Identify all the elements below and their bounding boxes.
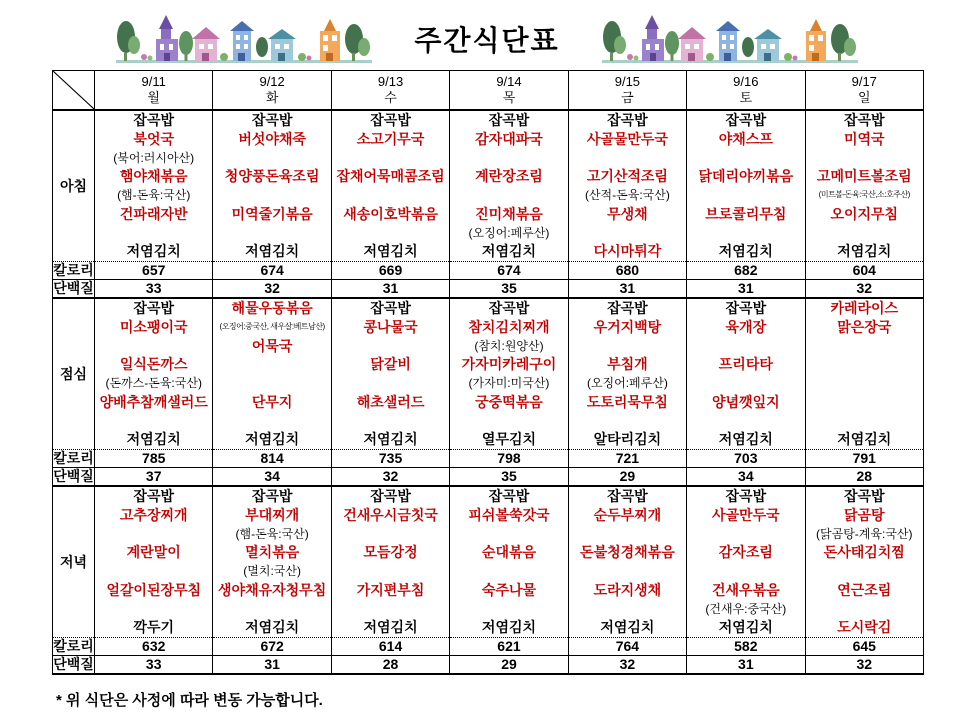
calories-row-breakfast bbox=[53, 262, 924, 280]
menu-item-line bbox=[687, 224, 804, 243]
menu-item-line: 미소팽이국 bbox=[119, 318, 188, 335]
calories-value: 621 bbox=[450, 638, 568, 656]
menu-item-line: 북엇국 bbox=[133, 130, 174, 147]
menu-item-line: (참치:원양산) bbox=[474, 338, 544, 353]
menu-item-line: 계란장조림 bbox=[475, 168, 543, 185]
day-header-cell bbox=[687, 71, 805, 111]
menu-item-line: 건파래자반 bbox=[119, 205, 188, 222]
menu-item-line bbox=[213, 355, 330, 374]
calories-value: 614 bbox=[331, 638, 449, 656]
menu-item-line bbox=[569, 562, 686, 581]
menu-item-line: 저염김치 bbox=[363, 243, 418, 260]
menu-item-line: (가자미:미국산) bbox=[468, 376, 550, 390]
menu-item-line: 고메미트볼조림 bbox=[816, 168, 912, 185]
menu-item-line: 저염김치 bbox=[718, 619, 773, 636]
menu-item-line bbox=[806, 393, 923, 412]
meal-row-dinner bbox=[53, 486, 924, 638]
menu-item-line bbox=[806, 374, 923, 393]
menu-item-line: 잡곡밥 bbox=[370, 300, 411, 316]
calories-value: 814 bbox=[213, 450, 331, 468]
footnote: * 위 식단은 사정에 따라 변동 가능합니다. bbox=[56, 692, 323, 709]
calories-value: 791 bbox=[805, 450, 923, 468]
menu-item-line: 잡곡밥 bbox=[370, 112, 411, 128]
menu-item-line bbox=[569, 149, 686, 168]
menu-item-line: 가지편부침 bbox=[356, 581, 425, 598]
row-label-calories: 칼로리 bbox=[53, 262, 94, 278]
menu-item-line bbox=[213, 374, 330, 393]
meal-cell-dinner-day6 bbox=[805, 486, 923, 638]
menu-item-line bbox=[687, 525, 804, 544]
menu-item-line bbox=[450, 600, 567, 619]
menu-item-line: 브로콜리무침 bbox=[705, 205, 787, 222]
menu-item-line: 도시락김 bbox=[837, 619, 892, 636]
menu-item-line bbox=[687, 337, 804, 356]
meal-cell-dinner-day4 bbox=[568, 486, 686, 638]
menu-item-line: 잡곡밥 bbox=[725, 112, 767, 128]
menu-item-line: 무생채 bbox=[607, 205, 648, 222]
menu-item-line: (멸치:국산) bbox=[243, 564, 301, 578]
menu-item-line: 깍두기 bbox=[133, 619, 174, 636]
day-weekday: 수 bbox=[384, 90, 397, 105]
menu-item-line: 고추장찌개 bbox=[119, 506, 188, 523]
protein-value: 34 bbox=[213, 468, 331, 487]
menu-item-line: 부침개 bbox=[607, 356, 648, 373]
menu-item-line: 궁중떡볶음 bbox=[475, 393, 543, 410]
menu-item-line bbox=[569, 337, 686, 356]
menu-item-line bbox=[95, 562, 212, 581]
menu-item-line: 카레라이스 bbox=[830, 300, 899, 316]
meal-cell-dinner-day2 bbox=[331, 486, 449, 638]
menu-item-line: 콩나물국 bbox=[363, 318, 418, 335]
meal-cell-dinner-day3 bbox=[450, 486, 568, 638]
calories-value: 798 bbox=[450, 450, 568, 468]
menu-item-line: 양념깻잎지 bbox=[712, 393, 780, 410]
menu-item-line: 저염김치 bbox=[718, 431, 773, 448]
menu-item-line: 잡곡밥 bbox=[488, 300, 530, 316]
meal-cell-dinner-day0 bbox=[95, 486, 213, 638]
menu-item-line bbox=[687, 374, 804, 393]
menu-item-line: 미역줄기볶음 bbox=[231, 205, 313, 222]
menu-item-line: 순대볶음 bbox=[481, 544, 537, 561]
menu-item-line bbox=[450, 562, 567, 581]
menu-item-line: 프리타타 bbox=[718, 356, 773, 373]
menu-item-line: 진미채볶음 bbox=[475, 205, 543, 222]
menu-item-line: 새송이호박볶음 bbox=[343, 205, 438, 222]
menu-item-line: 계란말이 bbox=[126, 544, 181, 561]
day-header-cell bbox=[213, 71, 331, 111]
menu-item-line: 건새우시금칫국 bbox=[343, 506, 438, 523]
menu-item-line bbox=[450, 412, 567, 431]
menu-item-line: (닭곰탕-계육:국산) bbox=[816, 526, 913, 541]
menu-item-line bbox=[569, 600, 686, 619]
menu-item-line bbox=[806, 600, 923, 619]
menu-item-line bbox=[450, 149, 567, 168]
menu-item-line bbox=[213, 224, 330, 243]
menu-item-line: 잡곡밥 bbox=[133, 300, 174, 316]
menu-item-line bbox=[806, 149, 923, 168]
menu-item-line: 청양풍돈육조림 bbox=[224, 168, 320, 185]
protein-value: 28 bbox=[805, 468, 923, 487]
menu-item-line bbox=[332, 337, 449, 356]
menu-item-line: 사골물만두국 bbox=[586, 130, 668, 147]
menu-item-line: (북어:러시아산) bbox=[113, 150, 195, 165]
menu-item-line: 멸치볶음 bbox=[245, 544, 300, 561]
menu-item-line: 닭데리야끼볶음 bbox=[698, 168, 794, 185]
calories-value: 764 bbox=[568, 638, 686, 656]
menu-item-line: 잡곡밥 bbox=[370, 488, 411, 504]
menu-item-line bbox=[806, 562, 923, 581]
menu-item-line: (오징어:페루산) bbox=[468, 225, 550, 240]
menu-item-line: 돈사태김치찜 bbox=[823, 544, 905, 561]
menu-item-line: 돈불청경채볶음 bbox=[580, 544, 675, 561]
menu-item-line bbox=[332, 374, 449, 393]
protein-value: 35 bbox=[450, 280, 568, 299]
menu-item-line: 저염김치 bbox=[600, 619, 655, 636]
calories-value: 680 bbox=[568, 262, 686, 280]
calories-value: 674 bbox=[213, 262, 331, 280]
menu-item-line: 가자미카레구이 bbox=[461, 356, 557, 373]
menu-item-line: 잡채어묵매콤조림 bbox=[336, 168, 445, 185]
menu-item-line: (산적-돈육:국산) bbox=[584, 188, 670, 202]
menu-item-line: 맑은장국 bbox=[837, 318, 892, 335]
row-label-lunch: 점심 bbox=[53, 298, 95, 450]
menu-item-line: 건새우볶음 bbox=[712, 581, 780, 598]
menu-item-line: 잡곡밥 bbox=[488, 488, 530, 504]
village-banner-icon bbox=[600, 11, 860, 67]
menu-item-line: 우거지백탕 bbox=[593, 318, 662, 335]
menu-item-line bbox=[687, 186, 804, 205]
protein-value: 32 bbox=[213, 280, 331, 299]
menu-item-line: 저염김치 bbox=[837, 243, 892, 260]
menu-item-line bbox=[569, 224, 686, 243]
meal-cell-breakfast-day4 bbox=[568, 110, 686, 262]
menu-item-line bbox=[332, 149, 449, 168]
menu-item-line bbox=[806, 224, 923, 243]
menu-item-line bbox=[95, 337, 212, 356]
calories-value: 604 bbox=[805, 262, 923, 280]
menu-item-line: 도라지생채 bbox=[593, 581, 662, 598]
day-weekday: 화 bbox=[265, 90, 279, 105]
menu-item-line: 사골만두국 bbox=[712, 506, 780, 523]
protein-value: 31 bbox=[213, 656, 331, 675]
page-title: 주간식단표 bbox=[414, 25, 560, 56]
meal-cell-breakfast-day2 bbox=[331, 110, 449, 262]
meal-cell-lunch-day2 bbox=[331, 298, 449, 450]
protein-value: 31 bbox=[331, 280, 449, 299]
menu-item-line: 연근조림 bbox=[837, 581, 892, 598]
menu-item-line: 고기산적조림 bbox=[586, 168, 668, 185]
day-header-cell bbox=[568, 71, 686, 111]
menu-item-line bbox=[213, 186, 330, 205]
meal-cell-lunch-day4 bbox=[568, 298, 686, 450]
meal-cell-dinner-day5 bbox=[687, 486, 805, 638]
calories-value: 582 bbox=[687, 638, 805, 656]
protein-row-breakfast bbox=[53, 280, 924, 299]
day-header-cell bbox=[331, 71, 449, 111]
menu-item-line bbox=[450, 186, 567, 205]
meal-cell-lunch-day0 bbox=[95, 298, 213, 450]
protein-row-dinner bbox=[53, 656, 924, 675]
day-weekday: 토 bbox=[739, 90, 753, 105]
protein-value: 37 bbox=[95, 468, 213, 487]
weekly-menu-table bbox=[52, 70, 924, 675]
menu-item-line bbox=[569, 525, 686, 544]
menu-item-line: 단무지 bbox=[251, 393, 293, 410]
menu-item-line: 참치김치찌개 bbox=[468, 318, 550, 335]
calories-value: 785 bbox=[95, 450, 213, 468]
day-date: 9/13 bbox=[377, 74, 404, 89]
menu-item-line bbox=[332, 412, 449, 431]
menu-item-line bbox=[213, 149, 330, 168]
menu-item-line: 저염김치 bbox=[363, 619, 418, 636]
menu-item-line: 피쉬볼쑥갓국 bbox=[468, 506, 550, 523]
menu-item-line: 잡곡밥 bbox=[251, 112, 293, 128]
menu-item-line: 저염김치 bbox=[245, 431, 300, 448]
day-date: 9/17 bbox=[851, 74, 877, 89]
menu-item-line: 잡곡밥 bbox=[488, 112, 530, 128]
day-header-cell bbox=[805, 71, 923, 111]
menu-item-line: 저염김치 bbox=[245, 243, 300, 260]
day-weekday: 월 bbox=[147, 90, 160, 105]
meal-row-lunch bbox=[53, 298, 924, 450]
row-label-dinner: 저녁 bbox=[53, 486, 95, 638]
menu-item-line: 저염김치 bbox=[481, 243, 537, 260]
protein-value: 31 bbox=[568, 280, 686, 299]
menu-item-line bbox=[332, 525, 449, 544]
protein-value: 32 bbox=[805, 280, 923, 299]
menu-item-line: (미트볼-돈육:국산,소:호주산) bbox=[818, 190, 910, 199]
protein-row-lunch bbox=[53, 468, 924, 487]
menu-item-line: (돈까스-돈육:국산) bbox=[105, 376, 202, 390]
menu-item-line: (햄-돈육:국산) bbox=[235, 526, 309, 541]
meal-cell-breakfast-day1 bbox=[213, 110, 331, 262]
menu-item-line: 일식돈까스 bbox=[119, 356, 188, 373]
menu-item-line: 저염김치 bbox=[245, 619, 300, 636]
menu-item-line: 어묵국 bbox=[251, 337, 293, 354]
menu-item-line: 저염김치 bbox=[126, 243, 181, 260]
meal-cell-lunch-day6 bbox=[805, 298, 923, 450]
calories-value: 735 bbox=[331, 450, 449, 468]
menu-item-line: (오징어:중국산, 새우살:베트남산) bbox=[219, 321, 325, 331]
menu-item-line: (오징어:페루산) bbox=[586, 376, 668, 390]
menu-item-line bbox=[95, 224, 212, 243]
calories-value: 672 bbox=[213, 638, 331, 656]
menu-item-line bbox=[95, 600, 212, 619]
menu-item-line bbox=[569, 412, 686, 431]
menu-item-line: 잡곡밥 bbox=[725, 300, 767, 316]
menu-item-line: 순두부찌개 bbox=[593, 506, 662, 523]
menu-item-line: 해물우동볶음 bbox=[231, 300, 313, 316]
menu-item-line: (건새우:중국산) bbox=[705, 601, 787, 616]
protein-value: 31 bbox=[687, 656, 805, 675]
menu-item-line bbox=[687, 149, 804, 168]
day-date: 9/12 bbox=[259, 74, 285, 89]
protein-value: 32 bbox=[331, 468, 449, 487]
day-date: 9/16 bbox=[733, 74, 759, 89]
menu-item-line bbox=[332, 186, 449, 205]
meal-cell-breakfast-day6 bbox=[805, 110, 923, 262]
calories-value: 721 bbox=[568, 450, 686, 468]
menu-item-line: 저염김치 bbox=[126, 431, 181, 448]
menu-item-line: 소고기무국 bbox=[356, 130, 425, 147]
village-banner-icon bbox=[114, 11, 374, 67]
meal-cell-dinner-day1 bbox=[213, 486, 331, 638]
calories-value: 674 bbox=[450, 262, 568, 280]
protein-value: 34 bbox=[687, 468, 805, 487]
menu-item-line: 닭곰탕 bbox=[843, 506, 885, 523]
menu-item-line: 저염김치 bbox=[481, 619, 537, 636]
protein-value: 29 bbox=[450, 656, 568, 675]
menu-item-line bbox=[806, 337, 923, 356]
menu-item-line: 잡곡밥 bbox=[251, 488, 293, 504]
menu-item-line: 열무김치 bbox=[481, 431, 537, 448]
menu-item-line bbox=[95, 525, 212, 544]
menu-item-line: 잡곡밥 bbox=[133, 488, 174, 504]
menu-item-line: 야채스프 bbox=[718, 130, 773, 147]
menu-item-line bbox=[332, 600, 449, 619]
menu-item-line: 저염김치 bbox=[837, 431, 892, 448]
menu-item-line bbox=[687, 562, 804, 581]
menu-item-line: 잡곡밥 bbox=[133, 112, 174, 128]
calories-value: 657 bbox=[95, 262, 213, 280]
meal-cell-lunch-day3 bbox=[450, 298, 568, 450]
protein-value: 33 bbox=[95, 280, 213, 299]
menu-item-line: 저염김치 bbox=[718, 243, 773, 260]
day-header-cell bbox=[95, 71, 213, 111]
menu-item-line bbox=[332, 562, 449, 581]
menu-item-line: 알타리김치 bbox=[593, 431, 662, 448]
menu-item-line: 숙주나물 bbox=[481, 581, 537, 598]
menu-item-line: 양배추참깨샐러드 bbox=[99, 393, 208, 410]
calories-value: 645 bbox=[805, 638, 923, 656]
menu-item-line: 잡곡밥 bbox=[843, 488, 885, 504]
day-weekday: 금 bbox=[621, 90, 634, 105]
row-label-breakfast: 아침 bbox=[53, 110, 95, 262]
day-date: 9/15 bbox=[614, 74, 641, 89]
menu-item-line: 부대찌개 bbox=[245, 506, 300, 523]
table-corner-cell bbox=[53, 71, 95, 111]
menu-item-line: 감자대파국 bbox=[475, 130, 543, 147]
row-label-protein: 단백질 bbox=[53, 280, 94, 296]
menu-item-line: 잡곡밥 bbox=[843, 112, 885, 128]
menu-item-line: 잡곡밥 bbox=[607, 488, 648, 504]
table-header-row bbox=[53, 71, 924, 111]
menu-item-line: 감자조림 bbox=[718, 544, 773, 561]
menu-item-line bbox=[332, 224, 449, 243]
menu-item-line: 오이지무침 bbox=[830, 205, 899, 222]
menu-item-line: 햄야채볶음 bbox=[119, 168, 188, 185]
menu-item-line bbox=[806, 355, 923, 374]
calories-value: 669 bbox=[331, 262, 449, 280]
menu-item-line: 잡곡밥 bbox=[607, 300, 648, 316]
day-weekday: 목 bbox=[502, 90, 516, 105]
menu-item-line: 미역국 bbox=[843, 130, 885, 147]
protein-value: 28 bbox=[331, 656, 449, 675]
menu-item-line: 닭갈비 bbox=[370, 356, 411, 373]
meal-cell-breakfast-day0 bbox=[95, 110, 213, 262]
protein-value: 33 bbox=[95, 656, 213, 675]
menu-item-line bbox=[806, 412, 923, 431]
day-header-cell bbox=[450, 71, 568, 111]
day-weekday: 일 bbox=[857, 90, 871, 105]
menu-item-line: (햄-돈육:국산) bbox=[117, 188, 191, 202]
menu-item-line: 잡곡밥 bbox=[607, 112, 648, 128]
menu-item-line: 모듬강정 bbox=[363, 544, 418, 561]
row-label-calories: 칼로리 bbox=[53, 450, 94, 466]
protein-value: 29 bbox=[568, 468, 686, 487]
menu-item-line: 도토리묵무침 bbox=[586, 393, 668, 410]
row-label-calories: 칼로리 bbox=[53, 638, 94, 654]
protein-value: 35 bbox=[450, 468, 568, 487]
calories-row-lunch bbox=[53, 450, 924, 468]
menu-item-line: 얼갈이된장무침 bbox=[106, 581, 202, 598]
menu-item-line: 육개장 bbox=[725, 318, 767, 335]
calories-value: 703 bbox=[687, 450, 805, 468]
meal-cell-lunch-day5 bbox=[687, 298, 805, 450]
meal-cell-lunch-day1 bbox=[213, 298, 331, 450]
menu-item-line: 버섯야채죽 bbox=[238, 130, 306, 147]
menu-item-line bbox=[213, 412, 330, 431]
meal-cell-breakfast-day5 bbox=[687, 110, 805, 262]
row-label-protein: 단백질 bbox=[53, 468, 94, 484]
menu-item-line bbox=[213, 600, 330, 619]
protein-value: 32 bbox=[568, 656, 686, 675]
menu-item-line bbox=[687, 412, 804, 431]
meal-cell-breakfast-day3 bbox=[450, 110, 568, 262]
calories-value: 632 bbox=[95, 638, 213, 656]
meal-row-breakfast bbox=[53, 110, 924, 262]
day-date: 9/14 bbox=[496, 74, 522, 89]
menu-item-line bbox=[95, 412, 212, 431]
calories-value: 682 bbox=[687, 262, 805, 280]
protein-value: 31 bbox=[687, 280, 805, 299]
menu-item-line: 저염김치 bbox=[363, 431, 418, 448]
calories-row-dinner bbox=[53, 638, 924, 656]
menu-item-line bbox=[450, 525, 567, 544]
menu-item-line: 생야채유자청무침 bbox=[218, 581, 327, 598]
page-header bbox=[0, 0, 974, 68]
row-label-protein: 단백질 bbox=[53, 656, 94, 672]
day-date: 9/11 bbox=[141, 74, 166, 89]
menu-item-line: 해초샐러드 bbox=[356, 393, 425, 410]
menu-item-line: 잡곡밥 bbox=[725, 488, 767, 504]
diagonal-line-icon bbox=[53, 71, 94, 109]
menu-item-line: 다시마튀각 bbox=[593, 243, 662, 260]
protein-value: 32 bbox=[805, 656, 923, 675]
